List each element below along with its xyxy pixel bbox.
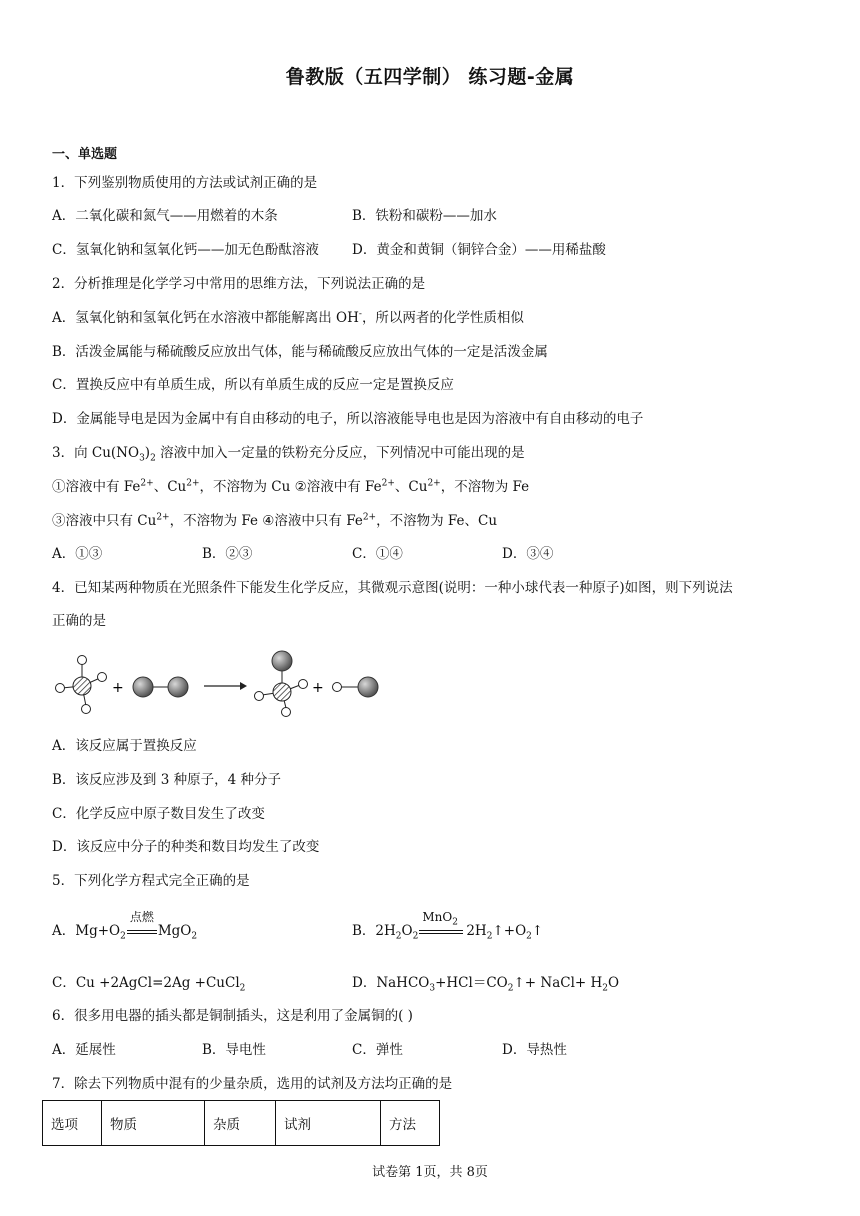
q1-option-d: D．黄金和黄铜（铜锌合金）——用稀盐酸 [352, 242, 606, 258]
q1-stem: 1．下列鉴别物质使用的方法或试剂正确的是 [52, 175, 318, 191]
plus-sign-1: + [112, 680, 124, 696]
q5-option-c: C．Cu +2AgCl=2Ag +CuCl$_2$ [52, 975, 246, 994]
reactant-molecule-2 [133, 677, 188, 697]
q1-option-a: A．二氧化碳和氮气——用燃着的木条 [52, 208, 278, 224]
q3-option-c: C．①④ [352, 546, 403, 562]
q1-option-c: C．氢氧化钠和氢氧化钙——加无色酚酞溶液 [52, 242, 319, 258]
q5-option-b: B．$2H_2O_2$ MnO$_2$ $2H_2↑+O_2↑$ [352, 910, 544, 942]
reactant-molecule-1 [56, 656, 107, 714]
q1-option-b: B．铁粉和碳粉——加水 [352, 208, 497, 224]
product-molecule-1 [255, 651, 308, 717]
q6-option-a: A．延展性 [52, 1042, 116, 1058]
table-header-cell: 物质 [102, 1101, 205, 1146]
product-molecule-2 [333, 677, 379, 697]
q2-option-a: A．氢氧化钠和氢氧化钙在水溶液中都能解离出 OH-，所以两者的化学性质相似 [52, 309, 524, 326]
q6-option-d: D．导热性 [502, 1042, 567, 1058]
q4-option-a: A．该反应属于置换反应 [52, 738, 197, 754]
table-header-cell: 方法 [381, 1101, 440, 1146]
q3-option-a: A．①③ [52, 546, 103, 562]
q7-stem: 7．除去下列物质中混有的少量杂质，选用的试剂及方法均正确的是 [52, 1076, 453, 1092]
q5-option-a: A．$Mg+O_2$ 点燃 MgO$_2$ [52, 910, 198, 942]
q5-stem: 5．下列化学方程式完全正确的是 [52, 873, 250, 889]
q3-option-d: D．③④ [502, 546, 554, 562]
q5-option-d: D．$NaHCO_3+HCl=CO_2↑+$ NaCl+ $H_2O$ [352, 975, 620, 994]
q2-option-c: C．置换反应中有单质生成，所以有单质生成的反应一定是置换反应 [52, 377, 454, 393]
q4-option-b: B．该反应涉及到 3 种原子，4 种分子 [52, 772, 281, 788]
q3-stem: 3．向 $Cu(NO_3)_2$ 溶液中加入一定量的铁粉充分反应，下列情况中可能出现的是 [52, 445, 525, 464]
q2-option-d: D．金属能导电是因为金属中有自由移动的电子，所以溶液能导电也是因为溶液中有自由移动的电子 [52, 411, 644, 427]
q4-option-d: D．该反应中分子的种类和数目均发生了改变 [52, 839, 320, 855]
table-header-cell: 试剂 [276, 1101, 381, 1146]
q3-option-b: B．②③ [202, 546, 253, 562]
q4-stem-line1: 4．已知某两种物质在光照条件下能发生化学反应，其微观示意图(说明：一种小球代表一种原子)如图，则下列说法 [52, 580, 733, 596]
q4-stem-line2: 正确的是 [52, 613, 106, 629]
section-heading: 一、单选题 [52, 147, 118, 162]
table-header-cell: 选项 [43, 1101, 102, 1146]
equation-condition-ignite: 点燃 [126, 922, 158, 940]
page-title: 鲁教版（五四学制） 练习题-金属 [285, 66, 575, 88]
q3-statements-3-4: ③溶液中只有 $Cu^{2+}$，不溶物为 Fe ④溶液中只有 $Fe^{2+}$，不溶物为 Fe、Cu [52, 512, 498, 529]
reaction-arrow [204, 682, 247, 690]
page-footer: 试卷第 1页，共 8页 [372, 1165, 488, 1180]
q6-option-c: C．弹性 [352, 1042, 403, 1058]
q6-option-b: B．导电性 [202, 1042, 266, 1058]
reaction-micro-diagram [50, 648, 390, 720]
q6-stem: 6．很多用电器的插头都是铜制插头，这是利用了金属铜的( ) [52, 1008, 413, 1024]
plus-sign-2: + [312, 680, 324, 696]
q4-option-c: C．化学反应中原子数目发生了改变 [52, 806, 265, 822]
q7-table [42, 1100, 440, 1146]
q3-statements-1-2: ①溶液中有 $Fe^{2+}$、$Cu^{2+}$，不溶物为 Cu ②溶液中有 $Fe^{2+}$、$Cu^{2+}$，不溶物为 Fe [52, 478, 530, 495]
q2-stem: 2．分析推理是化学学习中常用的思维方法，下列说法正确的是 [52, 276, 426, 292]
q2-option-b: B．活泼金属能与稀硫酸反应放出气体，能与稀硫酸反应放出气体的一定是活泼金属 [52, 344, 548, 360]
table-header-cell: 杂质 [205, 1101, 276, 1146]
equation-condition-catalyst: MnO$_2$ [418, 922, 466, 940]
table-header-row [43, 1101, 440, 1146]
